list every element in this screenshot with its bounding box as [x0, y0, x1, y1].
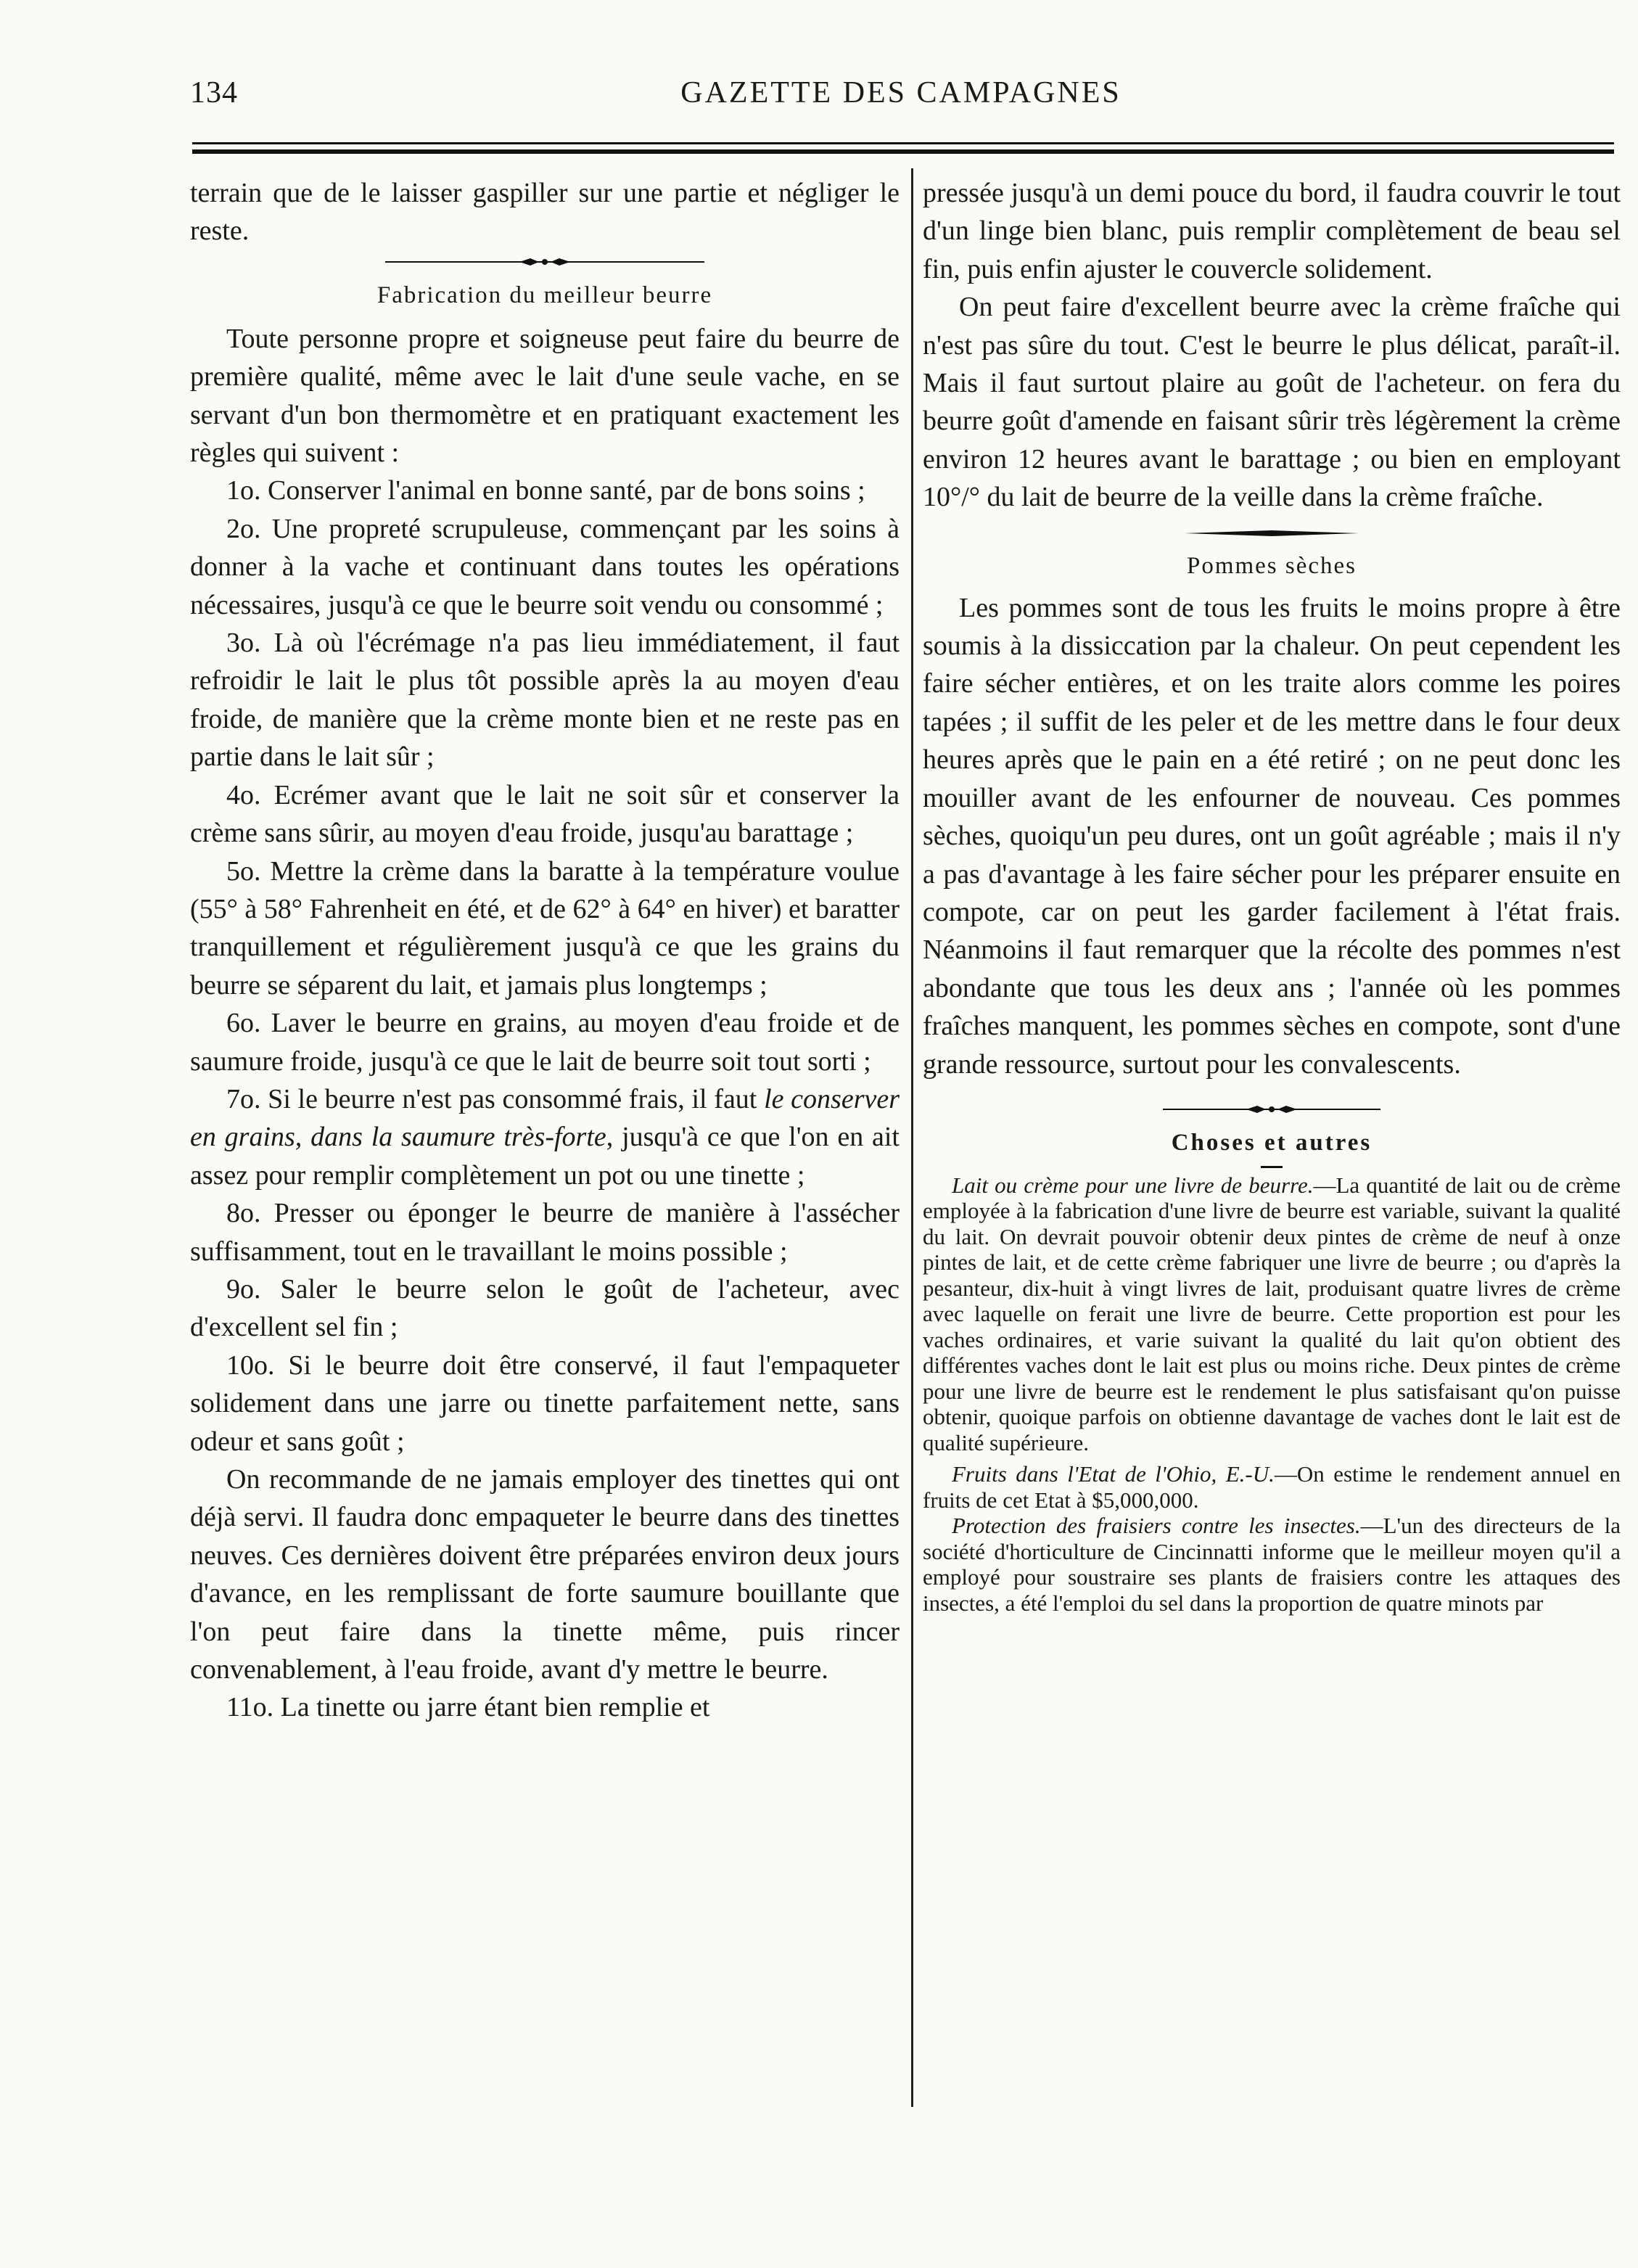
- strawberry-heading: Protection des fraisiers contre les insectes.: [952, 1513, 1361, 1539]
- ornament-divider: [385, 256, 704, 268]
- ohio-fruits-text: —On estime le rendement annuel en fruits de cet Etat à $5,000,000.: [923, 1461, 1621, 1513]
- butter-rule-7-start: 7o. Si le beurre n'est pas consommé frais, il faut: [226, 1083, 765, 1114]
- butter-rule-7: [190, 1080, 900, 1194]
- butter-rule-7-end: , jusqu'à ce que l'on en ait assez pour remplir complètement un pot ou une tinette ;: [190, 1122, 900, 1191]
- butter-rule-3: 3o. Là où l'écrémage n'a pas lieu immédiatement, il faut refroidir le lait le plus tôt possible après la au moyen d'eau froide, de manière que la crème monte bien et ne reste pas en partie dans le lait sûr ;: [190, 628, 900, 773]
- butter-rule-1: 1o. Conserver l'animal en bonne santé, par de bons soins ;: [226, 475, 865, 506]
- butter-recommendation: On recommande de ne jamais employer des tinettes qui ont déjà servi. Il faudra donc empaqueter le beurre dans des tinettes neuves. Ces dernières doivent être préparées environ deux jours d'avance, en les remplissant de forte saumure bouillante que l'on peut faire dans la tinette même, puis rincer convenablement, à l'eau froide, avant d'y mettre le beurre.: [190, 1464, 900, 1685]
- header-rule-thin: [192, 142, 1614, 144]
- butter-section-title: Fabrication du meilleur beurre: [376, 282, 713, 308]
- ohio-fruits-heading: Fruits dans l'Etat de l'Ohio, E.-U.: [952, 1461, 1275, 1487]
- ohio-fruits-item: [923, 1461, 1621, 1513]
- page-number: 134: [190, 76, 238, 110]
- butter-intro: Toute personne propre et soigneuse peut faire du beurre de première qualité, même avec le lait d'une seule vache, en se servant d'un bon thermomètre et en pratiquant exactement les règles qui suivent :: [190, 323, 900, 469]
- fresh-cream-paragraph: On peut faire d'excellent beurre avec la crème fraîche qui n'est pas sûre du tout. C'est le beurre le plus délicat, paraît-il. Mais il faut surtout plaire au goût de l'acheteur. on fera du beurre goût d'amende en faisant sûrir très légèrement la crème environ 12 heures avant le barattage ; ou bien en employant 10°/° du lait de beurre de la veille dans la crème fraîche.: [923, 292, 1621, 513]
- butter-rule-10: 10o. Si le beurre doit être conservé, il faut l'empaqueter solidement dans une jarre ou tinette parfaitement nette, sans odeur et sans goût ;: [190, 1349, 900, 1457]
- milk-cream-item: [923, 1172, 1621, 1456]
- page-header: [190, 73, 1612, 123]
- apples-section-title: Pommes sèches: [1186, 552, 1357, 579]
- butter-rule-4: 4o. Ecrémer avant que le lait ne soit sûr et conserver la crème sans sûrir, au moyen d'eau froide, jusqu'au barattage ;: [190, 779, 900, 849]
- butter-rule-11: 11o. La tinette ou jarre étant bien remplie et: [226, 1692, 710, 1723]
- strawberry-item: [923, 1513, 1621, 1616]
- column-divider: [911, 168, 913, 2107]
- butter-rule-5: 5o. Mettre la crème dans la baratte à la température voulue (55° à 58° Fahrenheit en été, et de 62° à 64° en hiver) et baratter tranquillement et régulièrement jusqu'à ce que les grains du beurre se séparent du lait, et jamais plus longtemps ;: [190, 855, 900, 1001]
- misc-section-title: Choses et autres: [1171, 1129, 1372, 1156]
- milk-cream-text: —La quantité de lait ou de crème employée à la fabrication d'une livre de beurre est variable, suivant la qualité du lait. On devrait pouvoir obtenir deux pintes de crème de neuf à onze pintes de lait, et de cette crème fabriquer une livre de beurre ; ou d'après la pesanteur, dix-huit à vingt livres de lait, produisant quatre livres de crème avec laquelle on ferait une livre de beurre. Cette proportion est pour les vaches ordinaires, et varie suivant la qualité du lait qu'on obtient des différentes vaches dont le lait est plus ou moins riche. Deux pintes de crème pour une livre de beurre est le rendement le plus satisfaisant qu'on puisse obtenir, quoique parfois on obtienne davantage de vaches dont le lait est de qualité supérieure.: [923, 1172, 1621, 1455]
- right-continuation: pressée jusqu'à un demi pouce du bord, il faudra couvrir le tout d'un linge bien blanc, puis remplir complètement de beau sel fin, puis enfin ajuster le couvercle solidement.: [923, 178, 1621, 284]
- butter-rule-2: 2o. Une propreté scrupuleuse, commençant par les soins à donner à la vache et continuant dans toutes les opérations nécessaires, jusqu'à ce que le beurre soit vendu ou consommé ;: [190, 513, 900, 620]
- ornament-divider: [1185, 528, 1359, 538]
- strawberry-text: —L'un des directeurs de la société d'horticulture de Cincinnatti informe que le meilleur moyen qu'il a employé pour soustraire ses plants de fraisiers contre les attaques des insectes, a été l'emploi du sel dans la proportion de quatre minots par: [923, 1513, 1621, 1616]
- butter-rule-6: 6o. Laver le beurre en grains, au moyen d'eau froide et de saumure froide, jusqu'à ce que le lait de beurre soit tout sorti ;: [190, 1008, 900, 1077]
- header-rule-thick: [192, 149, 1614, 154]
- milk-cream-heading: Lait ou crème pour une livre de beurre.: [952, 1172, 1314, 1198]
- ornament-divider: [1163, 1104, 1380, 1115]
- title-dash: [1261, 1166, 1283, 1168]
- page-title: GAZETTE DES CAMPAGNES: [680, 76, 1122, 110]
- butter-rule-8: 8o. Presser ou éponger le beurre de manière à l'assécher suffisamment, tout en le travaillant le moins possible ;: [190, 1198, 900, 1267]
- butter-rule-9: 9o. Saler le beurre selon le goût de l'acheteur, avec d'excellent sel fin ;: [190, 1273, 900, 1343]
- apples-paragraph: Les pommes sont de tous les fruits le moins propre à être soumis à la dissiccation par la chaleur. On peut cependent les faire sécher entières, et on les traite alors comme les poires tapées ; il suffit de les peler et de les mettre dans le four deux heures après que le pain en a été retiré ; on ne peut donc les mouiller avant de les enfourner de nouveau. Ces pommes sèches, quoiqu'un peu dures, ont un goût agréable ; mais il n'y a pas d'avantage à les faire sécher pour les préparer ensuite en compote, car on peut les garder facilement à l'état frais. Néanmoins il faut remarquer que la récolte des pommes n'est abondante que tous les deux ans ; l'année où les pommes fraîches manquent, les pommes sèches en compote, sont d'une grande ressource, surtout pour les convalescents.: [923, 592, 1621, 1080]
- butter-rule-7-emphasis: le conserver en grains, dans la saumure très-forte: [190, 1083, 900, 1153]
- left-continuation: terrain que de le laisser gaspiller sur une partie et négliger le reste.: [190, 178, 900, 247]
- right-column: [923, 174, 1621, 1616]
- left-column: [190, 174, 900, 1727]
